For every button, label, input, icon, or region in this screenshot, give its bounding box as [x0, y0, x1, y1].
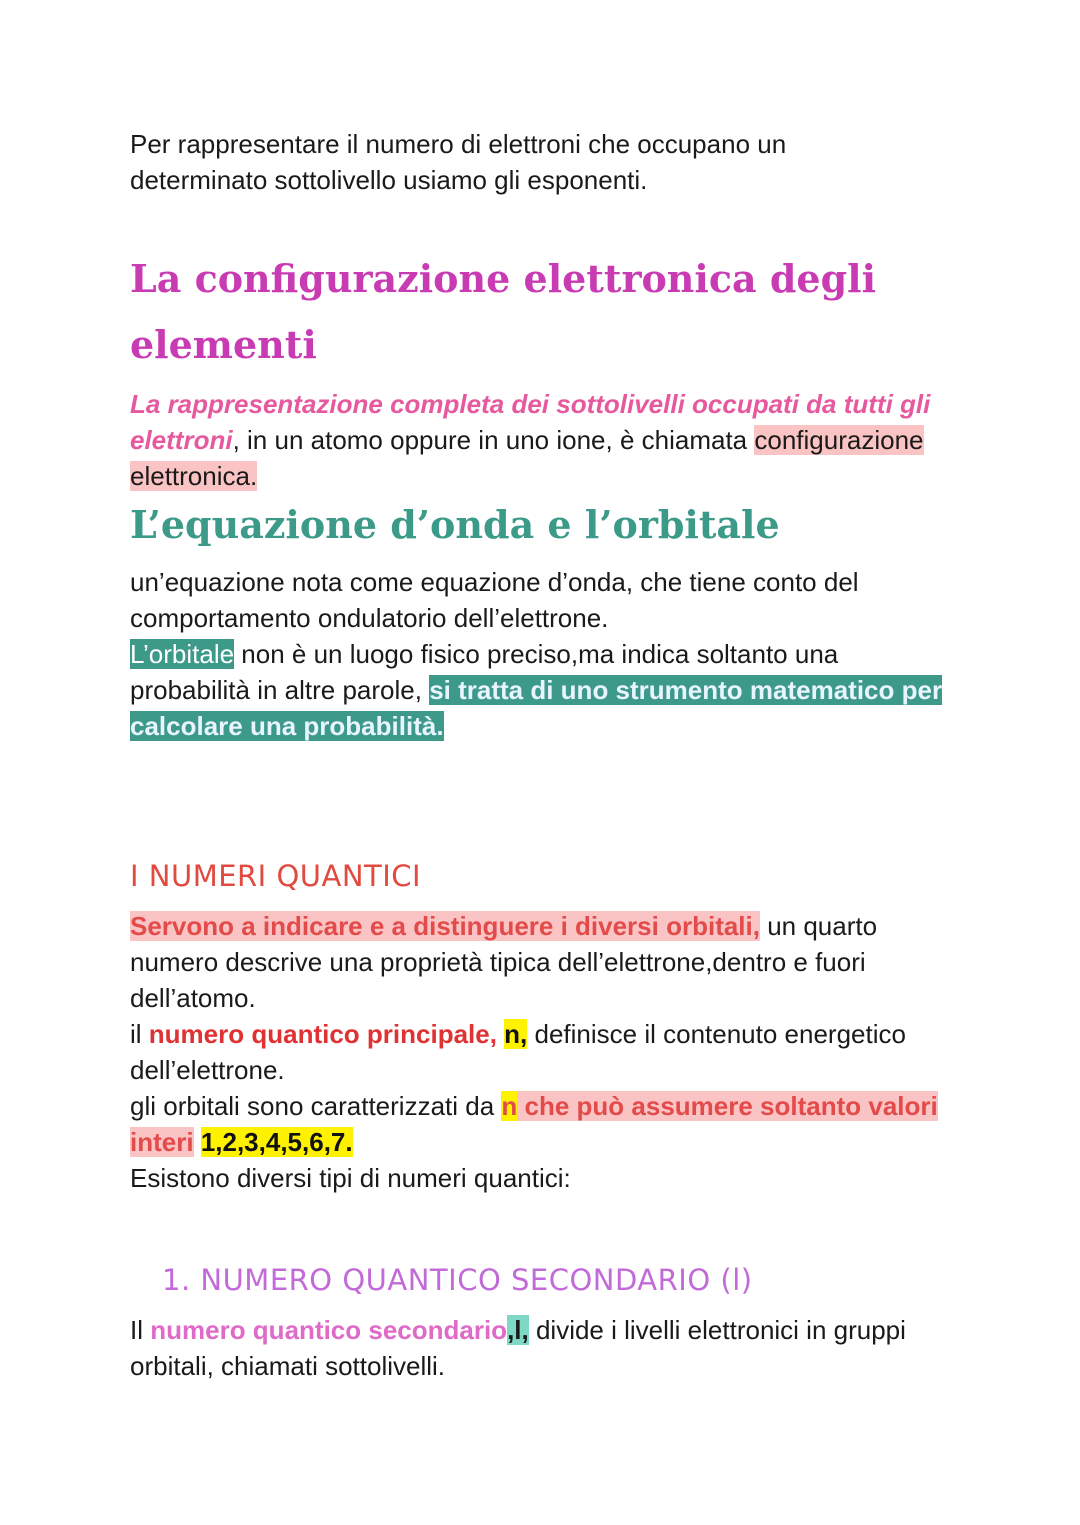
- wave-line-1: un’equazione nota come equazione d’onda, che tiene conto del: [130, 567, 859, 597]
- orbital-highlight: si tratta di uno strumento matematico per calcolare una probabilità.: [130, 675, 943, 741]
- secondary-term: numero quantico secondario: [150, 1315, 508, 1345]
- secondary-prefix: Il: [130, 1315, 151, 1345]
- config-definition: [130, 386, 960, 494]
- config-heading-line-1: La configurazione elettronica degli: [130, 256, 877, 301]
- orbitals-values: 1,2,3,4,5,6,7.: [200, 1127, 353, 1157]
- wave-heading: L’equazione d’onda e l’orbitale: [130, 502, 780, 547]
- wave-paragraph: [130, 564, 960, 744]
- types-line: Esistono diversi tipi di numeri quantici:: [130, 1163, 571, 1193]
- quantum-purpose: [130, 908, 960, 1016]
- orbitals-paragraph: [130, 1088, 960, 1160]
- document-page: [130, 126, 960, 1384]
- config-definition-italic: La rappresentazione completa dei sottolivelli occupati da tutti gli elettroni: [130, 389, 931, 455]
- config-definition-term: configurazione elettronica.: [130, 425, 924, 491]
- config-definition-rest: , in un atomo oppure in uno ione, è chiamata: [232, 425, 748, 455]
- config-heading-line-2: elementi: [130, 322, 317, 367]
- intro-paragraph: [130, 126, 960, 198]
- orbitals-highlight: che può assumere soltanto valori interi: [130, 1091, 938, 1157]
- principal-comma: ,: [489, 1019, 505, 1049]
- secondary-heading: 1. NUMERO QUANTICO SECONDARIO (l): [162, 1263, 753, 1297]
- principal-rest: definisce il contenuto energetico dell’elettrone.: [130, 1019, 906, 1085]
- orbitals-prefix: gli orbitali sono caratterizzati da: [130, 1091, 502, 1121]
- orbital-text: non è un luogo fisico preciso,ma indica soltanto una probabilità in altre parole,: [130, 639, 839, 705]
- orbital-term: L’orbitale: [130, 639, 235, 669]
- quantum-heading: I NUMERI QUANTICI: [130, 859, 422, 893]
- intro-line-2: determinato sottolivello usiamo gli esponenti.: [130, 165, 648, 195]
- principal-paragraph: [130, 1016, 960, 1088]
- principal-prefix: il: [130, 1019, 149, 1049]
- secondary-paragraph: [130, 1312, 960, 1384]
- intro-line-1: Per rappresentare il numero di elettroni che occupano un: [130, 129, 787, 159]
- quantum-purpose-rest: un quarto numero descrive una proprietà tipica dell’elettrone,dentro e fuori dell’atomo.: [130, 911, 878, 1013]
- principal-symbol: n,: [504, 1019, 528, 1049]
- wave-line-2: comportamento ondulatorio dell’elettrone.: [130, 603, 609, 633]
- secondary-rest: divide i livelli elettronici in gruppi orbitali, chiamati sottolivelli.: [130, 1315, 906, 1381]
- secondary-symbol: ,l,: [507, 1315, 529, 1345]
- quantum-purpose-highlight: Servono a indicare e a distinguere i diversi orbitali,: [130, 911, 760, 941]
- principal-term: numero quantico principale: [148, 1019, 490, 1049]
- config-heading: [130, 246, 960, 378]
- orbitals-n: n: [501, 1091, 518, 1121]
